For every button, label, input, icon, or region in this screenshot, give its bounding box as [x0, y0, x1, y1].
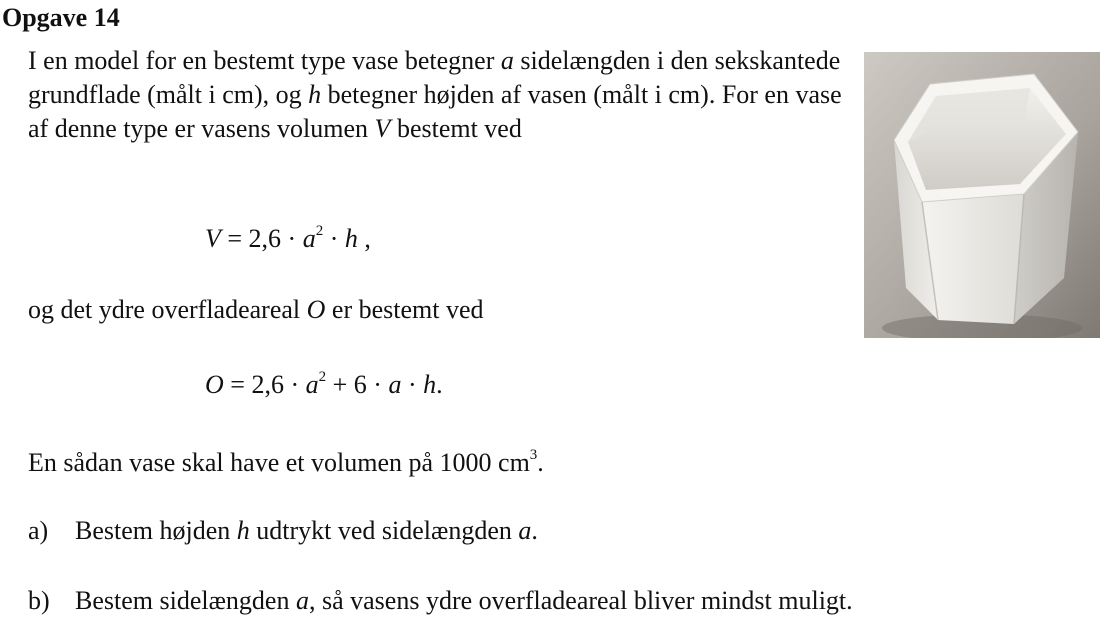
surface-intro [28, 293, 484, 327]
intro-text: bestemt ved [390, 114, 522, 143]
exponent: 2 [318, 369, 327, 386]
variable-h: h [308, 80, 322, 109]
question-label: b) [28, 586, 50, 615]
variable-h: h [236, 516, 250, 545]
vase-front-face [922, 194, 1024, 324]
question-text: udtrykt ved sidelængden [249, 516, 519, 545]
intro-text: sidelængden i den sekskantede grundflade (målt i cm), og [28, 46, 841, 109]
formula-text: + 6 · [326, 370, 389, 399]
question-text: Bestem højden [75, 516, 237, 545]
volume-statement [28, 446, 544, 480]
exponent: 2 [315, 223, 324, 240]
vase-photo [864, 52, 1100, 338]
variable-v: V [205, 224, 221, 253]
variable-o: O [306, 295, 326, 324]
variable-a: a [388, 370, 402, 399]
variable-h: h [344, 224, 358, 253]
formula-text: · [323, 224, 345, 253]
variable-a: a [295, 586, 309, 615]
question-label: a) [28, 516, 49, 545]
question-a [28, 514, 538, 548]
question-b [28, 584, 853, 618]
formula-text: = 2,6 · [220, 224, 303, 253]
exponent: 3 [529, 447, 538, 464]
variable-a: a [500, 46, 514, 75]
formula-text: . [436, 370, 443, 399]
surface-intro-text: og det ydre overfladeareal [28, 295, 307, 324]
volume-text: En sådan vase skal have et volumen på 1000 cm [28, 448, 530, 477]
intro-text: I en model for en bestemt type vase betegner [28, 46, 501, 75]
question-text: , så vasens ydre overfladeareal bliver mindst muligt. [308, 586, 853, 615]
variable-a: a [305, 370, 319, 399]
variable-a: a [518, 516, 532, 545]
formula-text: · [401, 370, 424, 399]
exercise-heading: Opgave 14 [2, 3, 120, 32]
volume-formula [205, 222, 371, 256]
intro-paragraph [28, 44, 848, 146]
surface-formula [205, 368, 443, 402]
formula-text: = 2,6 · [223, 370, 306, 399]
volume-text: . [537, 448, 544, 477]
variable-v: V [374, 114, 391, 143]
formula-text: , [357, 224, 371, 253]
surface-intro-text: er bestemt ved [325, 295, 484, 324]
intro-text: betegner højden af vasen (målt i cm). For en vase af denne type er vasens volumen [28, 80, 842, 143]
hexagonal-vase-illustration [864, 52, 1100, 338]
question-text: Bestem sidelængden [75, 586, 296, 615]
variable-o: O [205, 370, 224, 399]
variable-h: h [423, 370, 437, 399]
question-text: . [531, 516, 538, 545]
variable-a: a [302, 224, 316, 253]
